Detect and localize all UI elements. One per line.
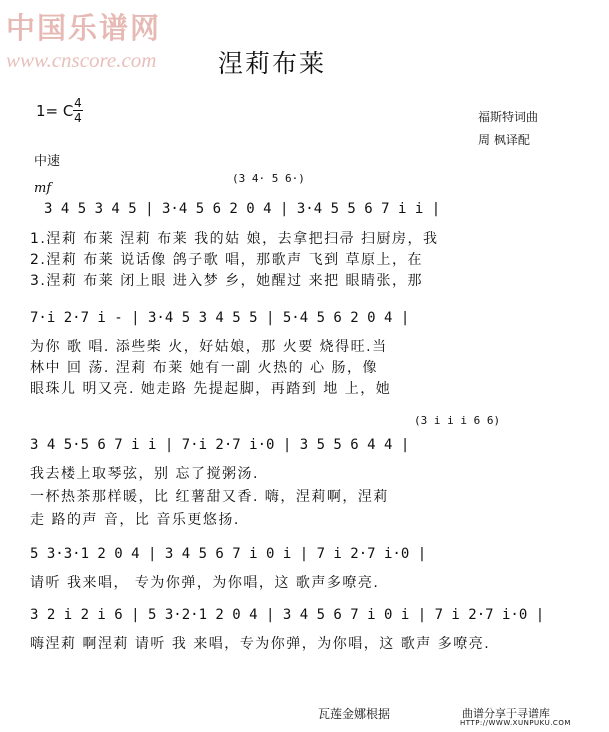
site-url: www.cnscore.com <box>6 48 157 72</box>
lyric-line: 我去楼上取琴弦，别 忘了搅粥汤. <box>30 466 259 482</box>
intro-notes: (3 4· 5 6·) <box>232 172 305 185</box>
notation-line: 7·i 2·7 i - | 3·4 5 3 4 5 5 | 5·4 5 6 2 0 4 | <box>30 310 410 326</box>
footer-watermark-url: HTTP://WWW.XUNPUKU.COM <box>460 719 571 727</box>
time-signature <box>72 97 84 124</box>
key-signature: 1= C <box>36 102 74 120</box>
site-logo: 中国乐谱网 <box>6 11 162 45</box>
time-signature-top: 4 <box>74 96 82 110</box>
song-title: 涅莉布莱 <box>218 49 327 78</box>
lyric-line: 林中 回 荡. 涅莉 布莱 她有一副 火热的 心 肠，像 <box>30 360 379 376</box>
arranger-credit: 周 枫译配 <box>478 133 530 147</box>
lyric-line: 为你 歌 唱. 添些柴 火，好姑娘，那 火要 烧得旺.当 <box>30 339 388 355</box>
time-signature-bottom: 4 <box>74 111 82 125</box>
notation-line: 3 2 i 2 i 6 | 5 3·2·1 2 0 4 | 3 4 5 6 7 i 0 i | 7 i 2·7 i·0 | <box>30 607 545 623</box>
lyric-line: 眼珠儿 明又亮. 她走路 先提起脚，再踏到 地 上，她 <box>30 381 392 397</box>
lyric-line: 一杯热茶那样暖，比 红薯甜又香. 嗨，涅莉啊，涅莉 <box>30 489 389 505</box>
intro-notes: (3 i i i 6 6) <box>414 414 501 427</box>
footer-watermark: 曲谱分享于寻谱库 <box>462 707 550 720</box>
tempo-marking: 中速 <box>34 154 61 169</box>
lyric-line: 2.涅莉 布莱 说话像 鸽子歌 唱，那歌声 飞到 草原上，在 <box>30 252 424 268</box>
lyric-line: 3.涅莉 布莱 闭上眼 进入梦 乡，她醒过 来把 眼睛张，那 <box>30 273 424 289</box>
lyric-line: 嗨涅莉 啊涅莉 请听 我 来唱，专为你弹，为你唱，这 歌声 多嘹亮. <box>30 636 491 652</box>
lyric-line: 请听 我来唱， 专为你弹，为你唱，这 歌声多嘹亮. <box>30 575 380 591</box>
footer-source: 瓦莲金娜根据 <box>318 707 391 721</box>
notation-line: 3 4 5·5 6 7 i i | 7·i 2·7 i·0 | 3 5 5 6 4 4 | <box>30 437 410 453</box>
notation-line: 5 3·3·1 2 0 4 | 3 4 5 6 7 i 0 i | 7 i 2·7 i·0 | <box>30 546 427 562</box>
notation-line: 3 4 5 3 4 5 | 3·4 5 6 2 0 4 | 3·4 5 5 6 7 i i | <box>44 201 441 217</box>
lyric-line: 走 路的声 音，比 音乐更悠扬. <box>30 512 240 528</box>
lyric-line: 1.涅莉 布莱 涅莉 布莱 我的姑 娘，去拿把扫帚 扫厨房，我 <box>30 231 439 247</box>
composer-credit: 福斯特词曲 <box>478 110 539 124</box>
dynamic-marking: mf <box>34 181 52 196</box>
